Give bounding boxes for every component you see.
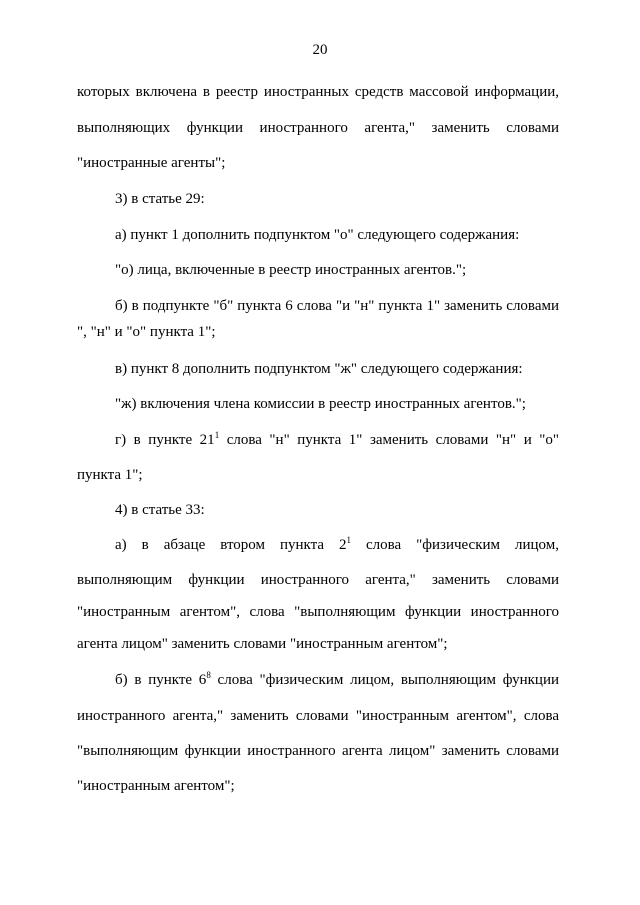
text-line: иностранного агента," заменить словами "иностранным агентом", слова [77, 708, 559, 724]
text-line: 4) в статье 33: [115, 502, 205, 518]
text-segment: а) в абзаце втором пункта 2 [115, 537, 347, 553]
text-line: "иностранным агентом"; [77, 778, 235, 794]
text-line: которых включена в реестр иностранных средств массовой информации, [77, 84, 559, 100]
text-line: агента лицом" заменить словами "иностранным агентом"; [77, 636, 448, 652]
text-line [115, 670, 559, 690]
text-line [115, 430, 559, 450]
text-segment: слова "физическим лицом, [351, 537, 560, 553]
text-line [115, 535, 559, 555]
text-line: выполняющих функции иностранного агента," заменить словами [77, 120, 559, 136]
text-line: в) пункт 8 дополнить подпунктом "ж" следующего содержания: [115, 361, 523, 377]
text-line: 3) в статье 29: [115, 191, 205, 207]
text-line: "выполняющим функции иностранного агента лицом" заменить словами [77, 743, 559, 759]
superscript: 8 [206, 670, 211, 680]
superscript: 1 [346, 535, 352, 545]
text-line: а) пункт 1 дополнить подпунктом "о" следующего содержания: [115, 227, 520, 243]
page-number: 20 [312, 42, 328, 58]
text-segment: г) в пункте 21 [115, 432, 215, 448]
text-line: "ж) включения члена комиссии в реестр иностранных агентов."; [115, 396, 526, 412]
text-segment: слова "н" пункта 1" заменить словами "н" и "о" [219, 432, 560, 448]
text-line: б) в подпункте "б" пункта 6 слова "и "н" пункта 1" заменить словами [115, 298, 559, 314]
text-line: "иностранным агентом", слова "выполняющим функции иностранного [77, 604, 559, 620]
text-line: "о) лица, включенные в реестр иностранных агентов."; [115, 262, 467, 278]
text-segment: б) в пункте 6 [115, 672, 207, 688]
text-line: пункта 1"; [77, 467, 143, 483]
text-line: выполняющим функции иностранного агента," заменить словами [77, 572, 559, 588]
superscript: 1 [214, 430, 220, 440]
text-segment: слова "физическим лицом, выполняющим функции [210, 672, 559, 688]
text-line: ", "н" и "о" пункта 1"; [77, 324, 216, 340]
text-line: "иностранные агенты"; [77, 155, 226, 171]
